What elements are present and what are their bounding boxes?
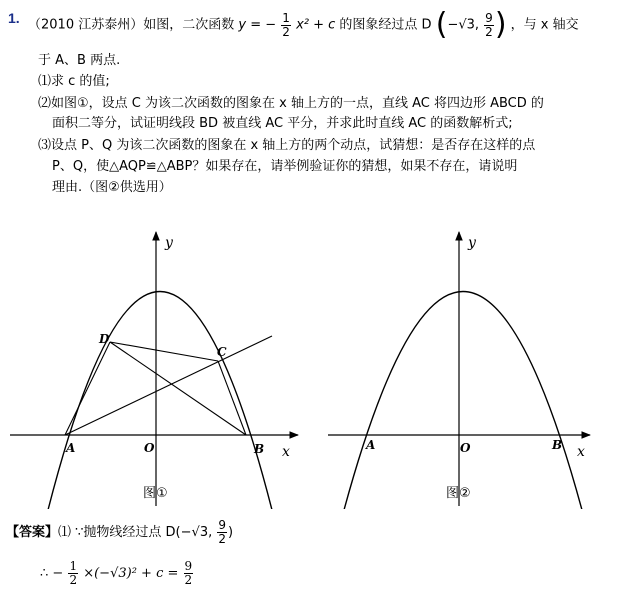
stem-text-a: 如图，二次函数: [143, 17, 235, 33]
figure-2: [328, 232, 590, 509]
point-d-y-num: 9: [485, 10, 493, 25]
answer-line1: [6, 519, 233, 546]
fig1-point-b: B: [254, 442, 265, 456]
stem-text-d: 于 A、B 两点.: [38, 53, 121, 68]
part3-line3: 理由.（图②供选用）: [52, 180, 172, 195]
problem-source: （2010 江苏泰州）: [28, 17, 144, 33]
fig1-x-label: x: [282, 444, 290, 460]
fig2-point-a: A: [366, 438, 376, 452]
func-y: y: [238, 17, 247, 33]
part3-line1: ⑶设点 P、Q 为该二次函数的图象在 x 轴上方的两个动点，试猜想：是否存在这样的点: [38, 138, 536, 153]
answer-line2: [40, 560, 194, 587]
answer-line1-x: −√3,: [180, 525, 213, 540]
fig2-y-label: y: [468, 235, 476, 251]
fig2-caption: 图②: [446, 486, 471, 501]
fig2-point-b: B: [552, 438, 563, 452]
fig2-parabola: [344, 292, 582, 510]
part2-line1: ⑵如图①，设点 C 为该二次函数的图象在 x 轴上方的一点，直线 AC 将四边形 ABCD 的: [38, 96, 544, 111]
fig2-origin-label: O: [460, 441, 471, 455]
fig1-caption: 图①: [143, 486, 168, 501]
answer-line1-close: ): [228, 525, 234, 540]
problem-stem-line1: （2010 江苏泰州）如图，二次函数 y = − $\frac{1}{2}$ x² + c 的图象经过点 D (−√3, $\frac{9}{2}$ ) ，与 x 轴交: [28, 7, 579, 42]
stem-text-b: 的图象经过点 D: [339, 17, 432, 33]
answer-line2-therefore: ∴ −: [40, 566, 64, 581]
func-fraction: [281, 12, 291, 39]
fig1-origin-label: O: [144, 441, 155, 455]
answer-line2-rden: 2: [184, 573, 193, 587]
answer-line2-fraction: [68, 560, 78, 587]
point-d-x: −√3,: [447, 17, 480, 33]
func-eq: = −: [250, 17, 277, 33]
part3-line2: P、Q，使△AQP≌△ABP？如果存在，请举例验证你的猜想，如果不存在，请说明: [52, 159, 518, 174]
fig1-point-c: C: [217, 345, 227, 359]
fig1-point-a: A: [66, 441, 76, 455]
answer-line2-num: 1: [69, 559, 78, 573]
answer-line1-fraction: [217, 519, 227, 546]
part1-text: ⑴求 c 的值;: [38, 74, 110, 89]
fig1-segment-dc: [110, 342, 218, 361]
func-frac-num: 1: [282, 10, 290, 25]
fig1-segment-da: [65, 342, 110, 435]
fig1-segment-cb: [218, 361, 246, 435]
answer-line1-den: 2: [218, 532, 227, 546]
figures-svg: [10, 224, 600, 509]
part2-line2: 面积二等分，试证明线段 BD 被直线 AC 平分，并求此时直线 AC 的函数解析式;: [52, 116, 513, 131]
point-d-y-den: 2: [485, 24, 493, 39]
answer-line2-result: [184, 560, 194, 587]
stem-text-c: ，与 x 轴交: [510, 17, 579, 33]
answer-line2-expr: ×(−√3)² + c =: [83, 566, 179, 581]
func-rest: x² + c: [296, 17, 336, 33]
answer-tag: 【答案】: [6, 525, 59, 540]
answer-line2-rnum: 9: [184, 559, 193, 573]
figure-1: [10, 232, 298, 509]
fig1-y-label: y: [165, 235, 173, 251]
point-d-y-fraction: [484, 12, 494, 39]
fig2-x-label: x: [577, 444, 585, 460]
answer-line1-text: ⑴ ∵抛物线经过点 D(: [58, 525, 181, 540]
fig1-point-d: D: [99, 332, 110, 346]
answer-line2-den: 2: [69, 573, 78, 587]
func-frac-den: 2: [282, 24, 290, 39]
answer-line1-num: 9: [218, 518, 227, 532]
figures-panel: [10, 224, 600, 509]
problem-number: 1.: [8, 10, 20, 26]
